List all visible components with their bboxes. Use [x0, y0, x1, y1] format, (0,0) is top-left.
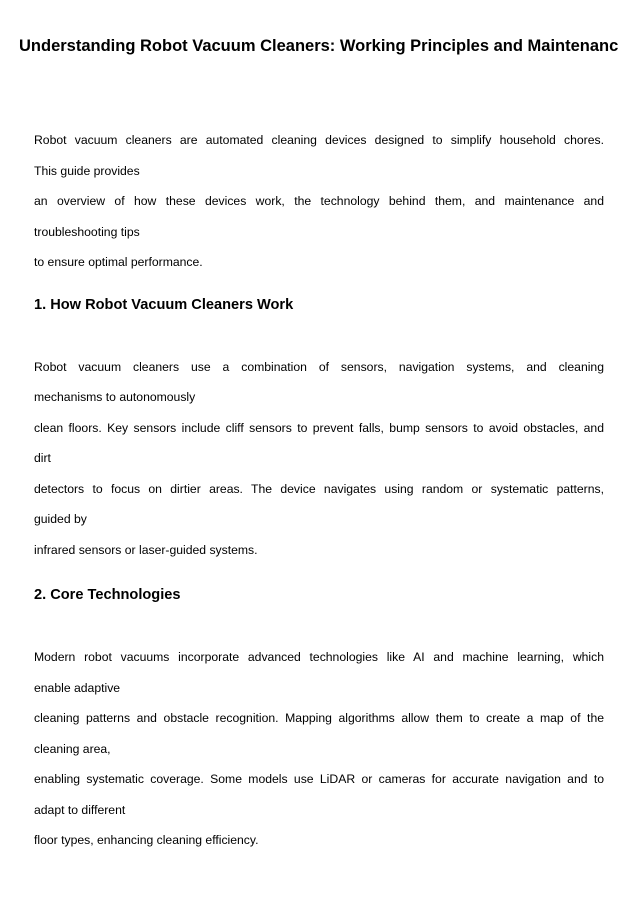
- section-heading-core-technologies: 2. Core Technologies: [34, 587, 181, 603]
- section-paragraph-core-technologies: [34, 642, 604, 856]
- paragraph-line: detectors to focus on dirtier areas. The device navigates using random or systematic patterns,: [34, 481, 604, 496]
- paragraph-line: cleaning patterns and obstacle recognition. Mapping algorithms allow them to create a map of the: [34, 711, 604, 725]
- paragraph-line: Robot vacuum cleaners use a combination of sensors, navigation systems, and cleaning: [34, 359, 604, 374]
- paragraph-line: mechanisms to autonomously: [34, 390, 196, 404]
- intro-paragraph: [34, 125, 604, 278]
- section-paragraph-how-it-works: [34, 352, 604, 566]
- paragraph-line: Robot vacuum cleaners are automated cleaning devices designed to simplify household chores.: [34, 133, 604, 147]
- paragraph-line: adapt to different: [34, 802, 126, 817]
- section-heading-how-it-works: 1. How Robot Vacuum Cleaners Work: [34, 296, 294, 313]
- paragraph-line: This guide provides: [34, 163, 140, 178]
- paragraph-line: enabling systematic coverage. Some models use LiDAR or cameras for accurate navigation and to: [34, 772, 604, 786]
- paragraph-line: enable adaptive: [34, 680, 121, 695]
- paragraph-line: floor types, enhancing cleaning efficiency.: [34, 833, 259, 847]
- paragraph-line: to ensure optimal performance.: [34, 255, 203, 269]
- paragraph-line: troubleshooting tips: [34, 224, 140, 239]
- paragraph-line: an overview of how these devices work, the technology behind them, and maintenance and: [34, 194, 604, 208]
- document-body: [34, 125, 604, 856]
- paragraph-line: guided by: [34, 512, 87, 526]
- paragraph-line: infrared sensors or laser-guided systems.: [34, 542, 258, 557]
- paragraph-line: clean floors. Key sensors include cliff sensors to prevent falls, bump sensors to avoid obstacles, and: [34, 420, 604, 435]
- paragraph-line: dirt: [34, 451, 51, 465]
- paragraph-line: cleaning area,: [34, 741, 111, 756]
- paragraph-line: Modern robot vacuums incorporate advanced technologies like AI and machine learning, which: [34, 650, 604, 664]
- document-title: Understanding Robot Vacuum Cleaners: Working Principles and Maintenanc: [19, 37, 619, 55]
